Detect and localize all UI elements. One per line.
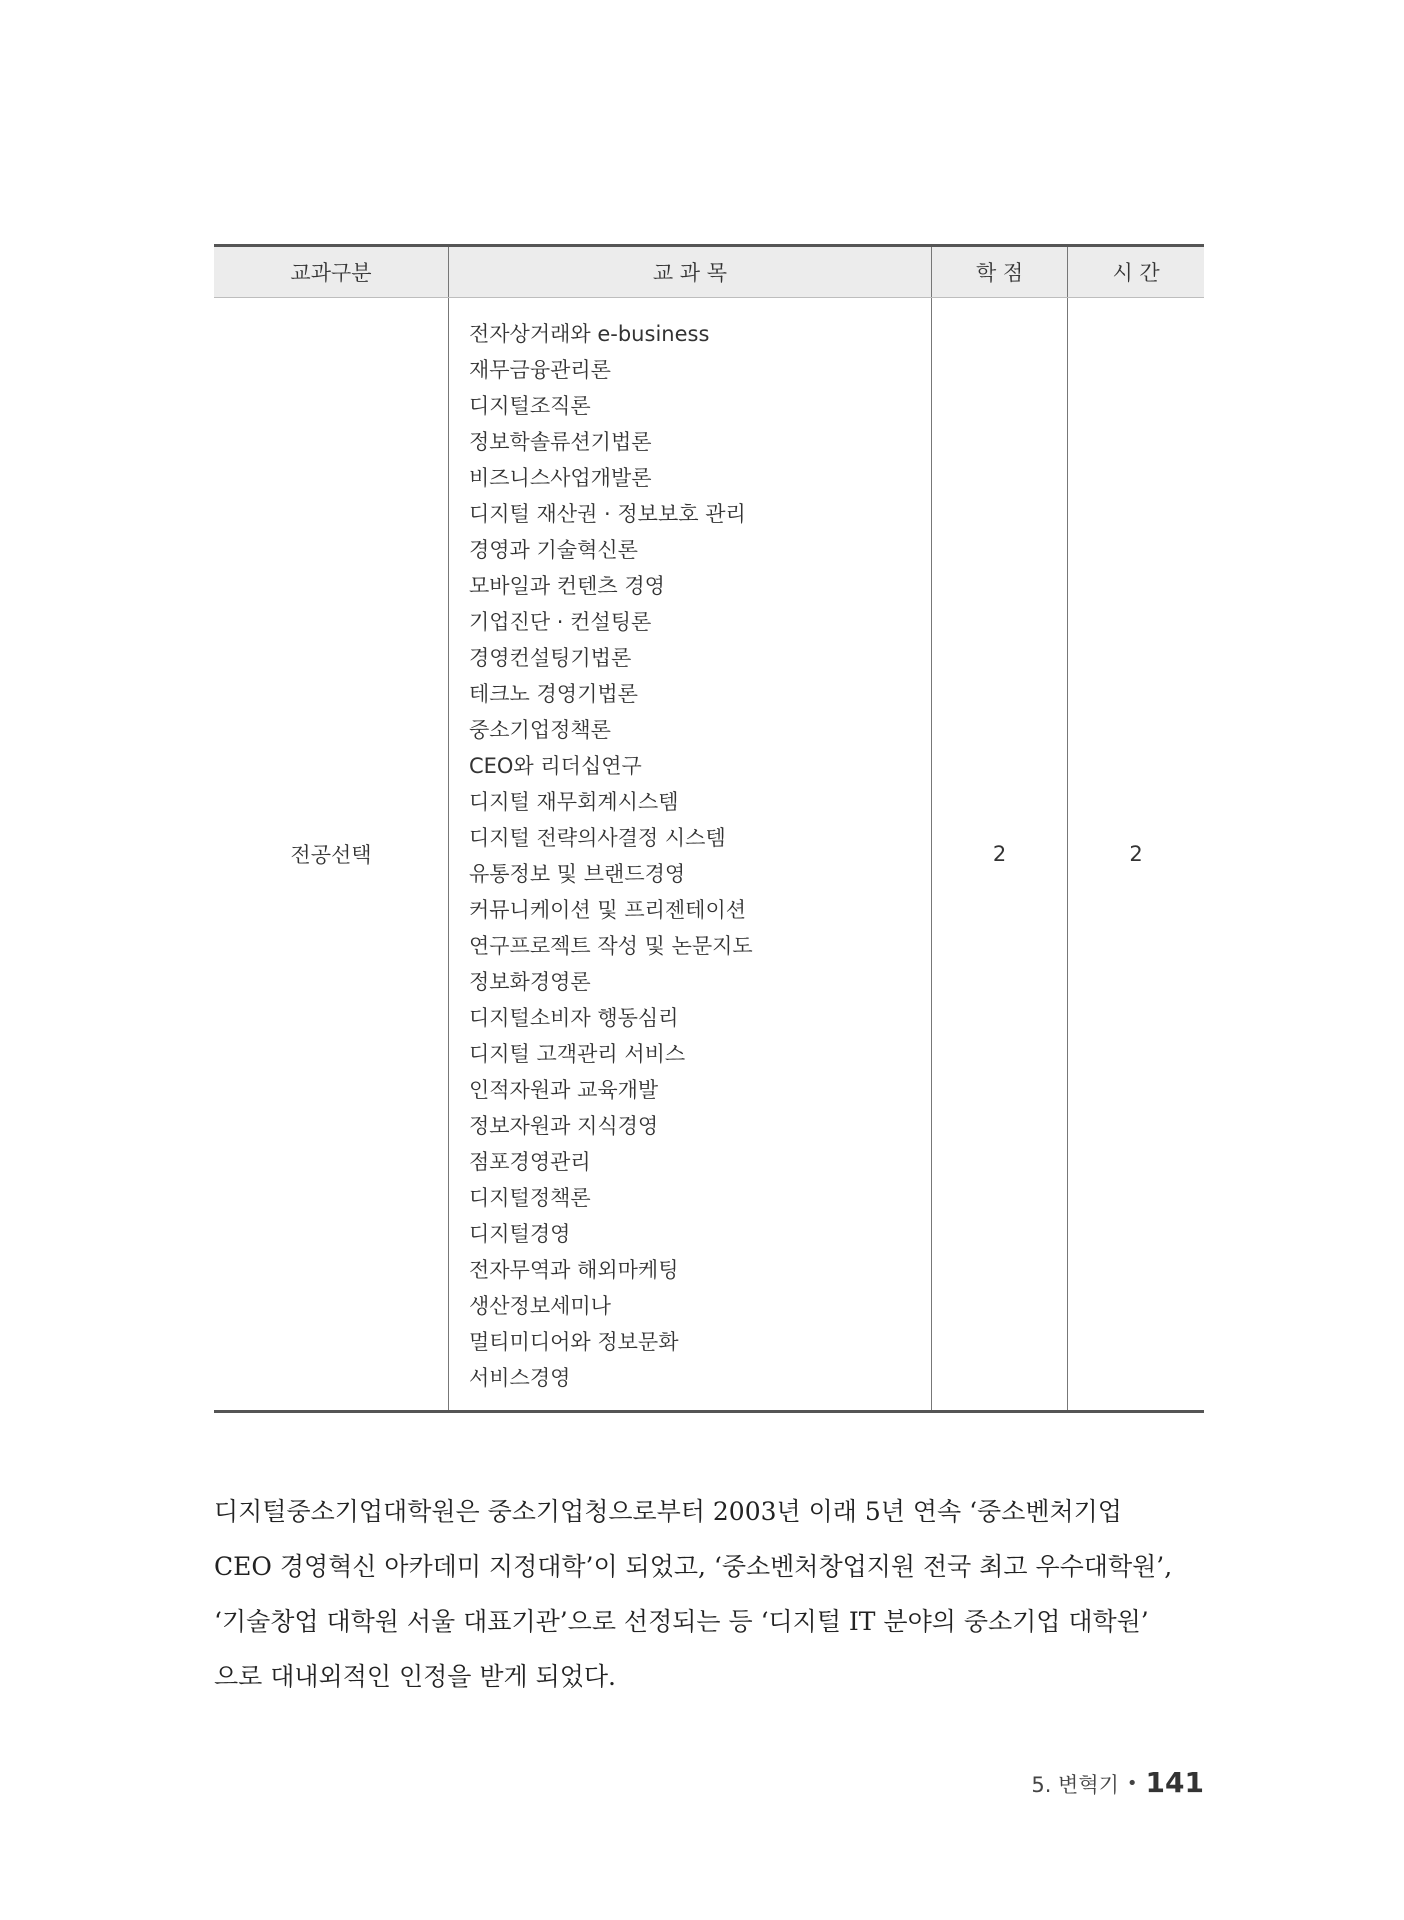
credits-cell: 2 [931, 298, 1067, 1412]
course-item: 경영과 기술혁신론 [468, 538, 638, 562]
course-item: 정보자원과 지식경영 [468, 1114, 659, 1138]
page-number: 141 [1145, 1766, 1204, 1799]
course-item: 디지털 재무회계시스템 [468, 790, 679, 814]
course-item: 기업진단 · 컨설팅론 [468, 610, 652, 634]
course-item: 디지털조직론 [468, 394, 591, 418]
course-item: 디지털소비자 행동심리 [468, 1006, 679, 1030]
body-paragraph [214, 1484, 1204, 1704]
paragraph-line: 디지털중소기업대학원은 중소기업청으로부터 2003년 이래 5년 연속 ‘중소벤처기업 [214, 1497, 1122, 1526]
course-item: 전자상거래와 e-business [468, 322, 710, 346]
course-item: 생산정보세미나 [468, 1294, 611, 1318]
header-course: 교 과 목 [448, 246, 931, 298]
course-item: 연구프로젝트 작성 및 논문지도 [468, 934, 753, 958]
paragraph-line: CEO 경영혁신 아카데미 지정대학’이 되었고, ‘중소벤처창업지원 전국 최고 우수대학원’, [214, 1552, 1173, 1581]
course-item: 디지털정책론 [468, 1186, 591, 1210]
course-item: 모바일과 컨텐츠 경영 [468, 574, 665, 598]
page-footer [1031, 1766, 1204, 1799]
course-item: 점포경영관리 [468, 1150, 591, 1174]
course-item: 유통정보 및 브랜드경영 [468, 862, 686, 886]
paragraph-line: 으로 대내외적인 인정을 받게 되었다. [214, 1662, 616, 1691]
course-item: 디지털 재산권 · 정보보호 관리 [468, 502, 746, 526]
curriculum-table [214, 244, 1204, 1413]
category-cell: 전공선택 [290, 843, 372, 867]
course-list [469, 316, 931, 1396]
course-item: 서비스경영 [468, 1366, 571, 1390]
course-item: 멀티미디어와 정보문화 [468, 1330, 679, 1354]
paragraph-line: ‘기술창업 대학원 서울 대표기관’으로 선정되는 등 ‘디지털 IT 분야의 중소기업 대학원’ [214, 1607, 1149, 1636]
course-item: 비즈니스사업개발론 [468, 466, 652, 490]
course-item: 정보학솔류션기법론 [468, 430, 652, 454]
course-item: 인적자원과 교육개발 [468, 1078, 659, 1102]
hours-cell: 2 [1068, 298, 1204, 1412]
course-item: 전자무역과 해외마케팅 [468, 1258, 679, 1282]
header-category: 교과구분 [214, 246, 448, 298]
header-hours: 시 간 [1068, 246, 1204, 298]
chapter-label: 5. 변혁기 [1031, 1773, 1119, 1797]
course-item: 디지털 전략의사결정 시스템 [468, 826, 726, 850]
course-item: 커뮤니케이션 및 프리젠테이션 [468, 898, 747, 922]
course-item: 경영컨설팅기법론 [468, 646, 632, 670]
course-item: 테크노 경영기법론 [468, 682, 638, 706]
bullet-separator: • [1126, 1773, 1138, 1794]
course-item: 디지털경영 [468, 1222, 571, 1246]
course-item: CEO와 리더십연구 [468, 754, 642, 778]
course-item: 정보화경영론 [468, 970, 591, 994]
course-list-cell [448, 298, 931, 1412]
course-item: 디지털 고객관리 서비스 [468, 1042, 686, 1066]
course-item: 재무금융관리론 [468, 358, 611, 382]
table-header-row [214, 246, 1204, 298]
course-item: 중소기업정책론 [468, 718, 611, 742]
table-row [214, 298, 1204, 1412]
header-credits: 학 점 [931, 246, 1067, 298]
